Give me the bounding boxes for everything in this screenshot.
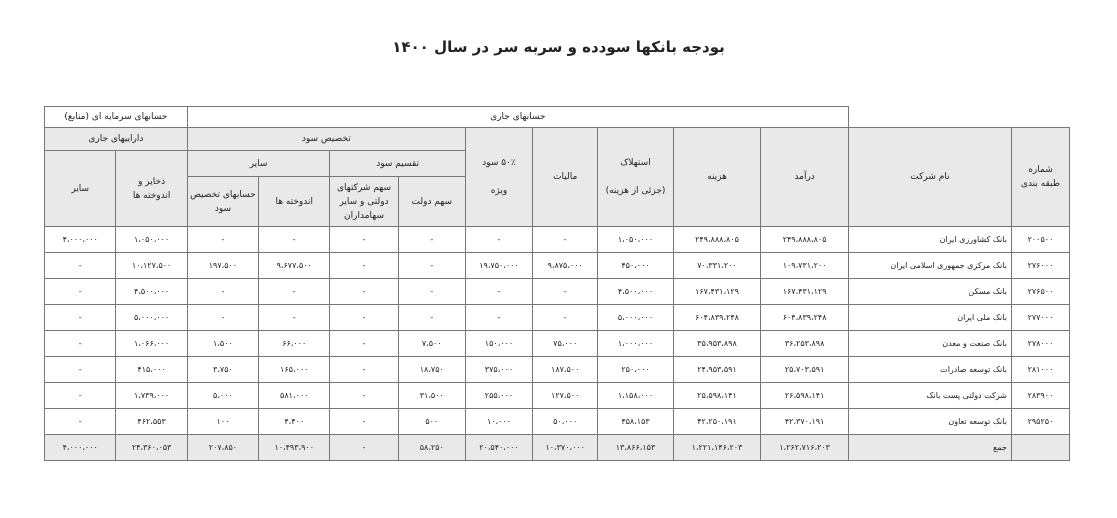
cell-company: بانک توسعه صادرات — [848, 357, 1011, 383]
header-other: سایر — [187, 151, 330, 177]
cell-depreciation: ۴۵۸،۱۵۳ — [598, 409, 673, 435]
total-tax: ۱۰،۳۷۰،۰۰۰ — [533, 435, 598, 461]
table-row — [45, 279, 1070, 305]
cell-reserves: ۹،۶۷۷،۵۰۰ — [259, 253, 330, 279]
total-other-alloc: ۲۰۷،۸۵۰ — [187, 435, 258, 461]
header-gov-companies-line1: سهم شرکتهای — [337, 182, 391, 193]
cell-tax: ۱۸۷،۵۰۰ — [533, 357, 598, 383]
cell-other2: - — [45, 383, 116, 409]
cell-special: ۲۵۵،۰۰۰ — [465, 383, 532, 409]
cell-code: ۲۰۰۵۰۰ — [1011, 227, 1069, 253]
cell-depreciation: ۵،۰۰۰،۰۰۰ — [598, 305, 673, 331]
cell-code — [1011, 435, 1069, 461]
header-code-line1: شماره — [1028, 165, 1053, 175]
cell-other-alloc: - — [187, 279, 258, 305]
table-row — [45, 409, 1070, 435]
header-special-line2: ویژه — [490, 186, 508, 196]
cell-other-alloc: ۱،۵۰۰ — [187, 331, 258, 357]
cell-stores: ۵،۰۰۰،۰۰۰ — [116, 305, 187, 331]
cell-reserves: - — [259, 227, 330, 253]
header-other-alloc — [187, 177, 258, 227]
cell-depreciation: ۱،۱۵۸،۰۰۰ — [598, 383, 673, 409]
cell-code: ۲۷۸۰۰۰ — [1011, 331, 1069, 357]
cell-code: ۲۷۶۰۰۰ — [1011, 253, 1069, 279]
cell-gov-companies: - — [330, 383, 398, 409]
cell-code: ۲۷۶۵۰۰ — [1011, 279, 1069, 305]
cell-other2: ۴،۰۰۰،۰۰۰ — [45, 227, 116, 253]
table-row — [45, 253, 1070, 279]
cell-gov-companies: - — [330, 279, 398, 305]
cell-stores: ۴۶۲،۵۵۳ — [116, 409, 187, 435]
cell-gov-share: ۵۰۰ — [398, 409, 465, 435]
table-row — [45, 305, 1070, 331]
cell-other-alloc: ۳،۷۵۰ — [187, 357, 258, 383]
header-depreciation-line1: استهلاک — [620, 158, 651, 168]
cell-special: ۱۰،۰۰۰ — [465, 409, 532, 435]
header-profit-distribution: تقسیم سود — [330, 151, 465, 177]
total-special: ۲۰،۵۴۰،۰۰۰ — [465, 435, 532, 461]
header-capital-accounts: حسابهای سرمایه ای (منابع) — [45, 107, 188, 128]
cell-reserves: ۶۶،۰۰۰ — [259, 331, 330, 357]
cell-reserves: - — [259, 305, 330, 331]
header-other2: سایر — [45, 151, 116, 227]
header-current-assets: داراییهای جاری — [45, 128, 188, 151]
cell-other2: - — [45, 305, 116, 331]
header-current-accounts: حسابهای جاری — [187, 107, 848, 128]
cell-revenue: ۴۲،۳۷۰،۱۹۱ — [761, 409, 849, 435]
header-company: نام شرکت — [848, 128, 1011, 227]
cell-revenue: ۱۰۹،۷۳۱،۲۰۰ — [761, 253, 849, 279]
cell-company: بانک کشاورزی ایران — [848, 227, 1011, 253]
cell-other2: - — [45, 409, 116, 435]
cell-revenue: ۱۶۷،۴۳۱،۱۲۹ — [761, 279, 849, 305]
header-gov-share: سهم دولت — [398, 177, 465, 227]
cell-stores: ۱۰،۱۲۷،۵۰۰ — [116, 253, 187, 279]
header-stores-line1: ذخایر و — [138, 176, 166, 187]
cell-expense: ۶۰۴،۸۳۹،۲۴۸ — [673, 305, 761, 331]
cell-gov-share: - — [398, 279, 465, 305]
cell-stores: ۱،۷۳۹،۰۰۰ — [116, 383, 187, 409]
cell-other-alloc: ۱۰۰ — [187, 409, 258, 435]
cell-other-alloc: - — [187, 227, 258, 253]
table-row — [45, 331, 1070, 357]
cell-gov-companies: - — [330, 357, 398, 383]
cell-revenue: ۳۶،۲۵۳،۸۹۸ — [761, 331, 849, 357]
cell-gov-share: - — [398, 227, 465, 253]
cell-special: - — [465, 279, 532, 305]
cell-depreciation: ۴۵۰،۰۰۰ — [598, 253, 673, 279]
cell-tax: ۷۵،۰۰۰ — [533, 331, 598, 357]
table-row — [45, 383, 1070, 409]
cell-company: بانک ملی ایران — [848, 305, 1011, 331]
total-label: جمع — [848, 435, 1011, 461]
total-reserves: ۱۰،۴۹۳،۹۰۰ — [259, 435, 330, 461]
cell-code: ۲۸۳۹۰۰ — [1011, 383, 1069, 409]
cell-tax: ۱۲۷،۵۰۰ — [533, 383, 598, 409]
total-gov-share: ۵۸،۲۵۰ — [398, 435, 465, 461]
cell-gov-companies: - — [330, 305, 398, 331]
cell-revenue: ۶۰۴،۸۳۹،۲۴۸ — [761, 305, 849, 331]
cell-tax: ۵۰،۰۰۰ — [533, 409, 598, 435]
cell-other-alloc: ۵،۰۰۰ — [187, 383, 258, 409]
cell-special: - — [465, 305, 532, 331]
header-gov-companies-line2: دولتی و سایر — [339, 196, 389, 207]
cell-company: بانک مسکن — [848, 279, 1011, 305]
header-depreciation-line2: (جزئی از هزینه) — [605, 186, 666, 196]
header-expense: هزینه — [673, 128, 761, 227]
cell-gov-share: ۳۱،۵۰۰ — [398, 383, 465, 409]
cell-tax: ۹،۸۷۵،۰۰۰ — [533, 253, 598, 279]
cell-special: ۱۵۰،۰۰۰ — [465, 331, 532, 357]
cell-reserves: ۵۸۱،۰۰۰ — [259, 383, 330, 409]
cell-expense: ۲۴۹،۸۸۸،۸۰۵ — [673, 227, 761, 253]
cell-stores: ۱،۰۶۶،۰۰۰ — [116, 331, 187, 357]
header-depreciation — [598, 128, 673, 227]
cell-depreciation: ۱،۰۰۰،۰۰۰ — [598, 331, 673, 357]
cell-other2: - — [45, 253, 116, 279]
cell-revenue: ۲۴۹،۸۸۸،۸۰۵ — [761, 227, 849, 253]
header-tax: مالیات — [533, 128, 598, 227]
header-stores — [116, 151, 187, 227]
cell-expense: ۴۲،۲۵۰،۱۹۱ — [673, 409, 761, 435]
table-row — [45, 227, 1070, 253]
cell-expense: ۲۵،۵۹۸،۱۴۱ — [673, 383, 761, 409]
cell-special: ۳۷۵،۰۰۰ — [465, 357, 532, 383]
blank-cell — [848, 107, 1069, 128]
cell-code: ۲۹۵۲۵۰ — [1011, 409, 1069, 435]
cell-code: ۲۸۱۰۰۰ — [1011, 357, 1069, 383]
total-depreciation: ۱۳،۸۶۶،۱۵۳ — [598, 435, 673, 461]
header-gov-companies — [330, 177, 398, 227]
total-gov-companies: - — [330, 435, 398, 461]
cell-stores: ۴۱۵،۰۰۰ — [116, 357, 187, 383]
total-expense: ۱،۲۲۱،۱۴۶،۲۰۳ — [673, 435, 761, 461]
cell-company: شرکت دولتی پست بانک — [848, 383, 1011, 409]
cell-depreciation: ۲۵۰،۰۰۰ — [598, 357, 673, 383]
table-row — [45, 357, 1070, 383]
cell-other2: - — [45, 279, 116, 305]
cell-gov-companies: - — [330, 409, 398, 435]
cell-other-alloc: ۱۹۷،۵۰۰ — [187, 253, 258, 279]
header-gov-companies-line3: سهامداران — [344, 210, 384, 221]
cell-tax: - — [533, 279, 598, 305]
cell-reserves: ۴،۴۰۰ — [259, 409, 330, 435]
total-other2: ۴،۰۰۰،۰۰۰ — [45, 435, 116, 461]
cell-reserves: ۱۶۵،۰۰۰ — [259, 357, 330, 383]
cell-other-alloc: - — [187, 305, 258, 331]
cell-gov-companies: - — [330, 331, 398, 357]
page-title: بودجه بانکها سودده و سربه سر در سال ۱۴۰۰ — [392, 38, 725, 56]
header-other-alloc-line2: سود — [214, 203, 232, 214]
cell-depreciation: ۴،۵۰۰،۰۰۰ — [598, 279, 673, 305]
cell-gov-companies: - — [330, 227, 398, 253]
budget-table — [44, 106, 1070, 461]
cell-expense: ۲۴،۹۵۳،۵۹۱ — [673, 357, 761, 383]
cell-company: بانک صنعت و معدن — [848, 331, 1011, 357]
cell-gov-companies: - — [330, 253, 398, 279]
cell-revenue: ۲۶،۵۹۸،۱۴۱ — [761, 383, 849, 409]
total-stores: ۲۴،۳۶۰،۰۵۳ — [116, 435, 187, 461]
cell-gov-share: - — [398, 253, 465, 279]
cell-company: بانک توسعه تعاون — [848, 409, 1011, 435]
cell-special: - — [465, 227, 532, 253]
cell-stores: ۴،۵۰۰،۰۰۰ — [116, 279, 187, 305]
header-revenue: درآمد — [761, 128, 849, 227]
header-special-profit — [465, 128, 532, 227]
header-other-alloc-line1: حسابهای تخصیص — [190, 189, 256, 200]
total-row — [45, 435, 1070, 461]
header-stores-line2: اندوخته ها — [132, 190, 171, 201]
cell-expense: ۳۵،۹۵۳،۸۹۸ — [673, 331, 761, 357]
cell-tax: - — [533, 227, 598, 253]
cell-stores: ۱،۰۵۰،۰۰۰ — [116, 227, 187, 253]
cell-expense: ۱۶۷،۴۳۱،۱۲۹ — [673, 279, 761, 305]
header-code — [1011, 128, 1069, 227]
cell-gov-share: - — [398, 305, 465, 331]
cell-depreciation: ۱،۰۵۰،۰۰۰ — [598, 227, 673, 253]
cell-other2: - — [45, 331, 116, 357]
cell-tax: - — [533, 305, 598, 331]
cell-company: بانک مرکزی جمهوری اسلامی ایران — [848, 253, 1011, 279]
cell-reserves: - — [259, 279, 330, 305]
cell-expense: ۷۰،۳۳۱،۲۰۰ — [673, 253, 761, 279]
cell-other2: - — [45, 357, 116, 383]
cell-gov-share: ۱۸،۷۵۰ — [398, 357, 465, 383]
header-reserves: اندوخته ها — [259, 177, 330, 227]
header-code-line2: طبقه بندی — [1020, 179, 1061, 189]
cell-revenue: ۲۵،۷۰۳،۵۹۱ — [761, 357, 849, 383]
header-special-line1: ۵۰٪ سود — [482, 158, 516, 168]
cell-special: ۱۹،۷۵۰،۰۰۰ — [465, 253, 532, 279]
header-profit-allocation: تخصیص سود — [187, 128, 465, 151]
cell-code: ۲۷۷۰۰۰ — [1011, 305, 1069, 331]
total-revenue: ۱،۲۶۲،۷۱۶،۲۰۳ — [761, 435, 849, 461]
cell-gov-share: ۷،۵۰۰ — [398, 331, 465, 357]
